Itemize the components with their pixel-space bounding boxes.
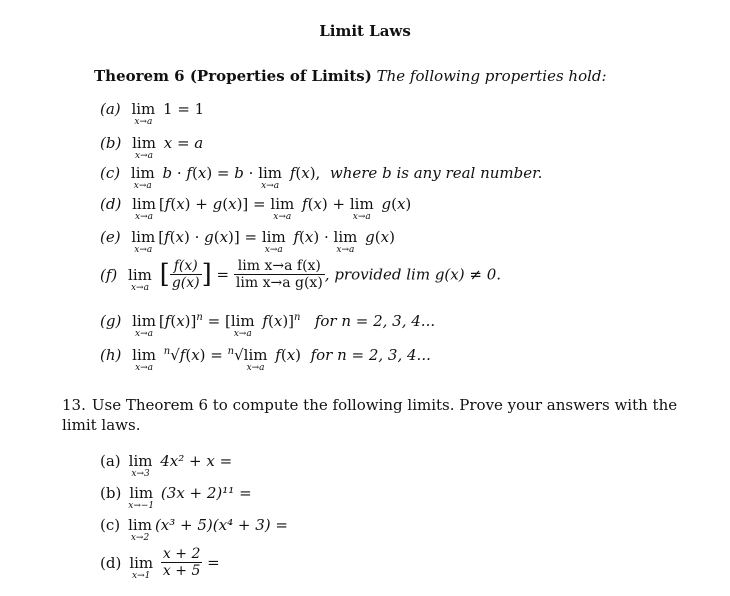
lim-subscript: x→a (133, 181, 152, 191)
limit-ratio-fraction (234, 258, 325, 291)
property-label: (f) (100, 265, 118, 284)
lim-operator (128, 516, 152, 543)
property-label: (c) (100, 164, 121, 182)
fraction-denominator: g(x) (171, 275, 200, 291)
lim-subscript: x→a (134, 245, 153, 255)
lim-word: lim (128, 516, 152, 534)
lim-operator: lim x→a (132, 134, 156, 161)
page-title: Limit Laws (319, 22, 411, 40)
problem-label: (d) (100, 553, 122, 572)
lim-operator: lim x→a (131, 228, 156, 255)
lim-word: lim (128, 452, 153, 470)
property-g: (g) lim x→a $[f(x)]^n = [\lim$ x→a f(x)]$^n$ for n = 2, 3, 4... (100, 312, 436, 339)
property-label: (d) (100, 195, 122, 213)
lim-subscript: x→2 (130, 533, 150, 543)
problem-b (100, 484, 252, 511)
exercise-text: Use Theorem 6 to compute the following limits. Prove your answers with the limit laws. (62, 396, 678, 434)
property-tail: for n = 2, 3, 4... (314, 312, 436, 330)
property-label: (h) (100, 346, 122, 364)
theorem-heading-line (94, 67, 607, 85)
lim-operator (129, 553, 154, 581)
lim-subscript: x→a (135, 151, 153, 161)
property-h: (h) lim x→a $^n$√f(x) = $^n$√lim x→a f(x) for n = 2, 3, 4... (100, 346, 431, 373)
lim-operator: lim x→a (130, 164, 155, 191)
lim-operator: lim x→a (258, 164, 283, 191)
lim-operator: lim x→a (131, 100, 156, 127)
fraction-numerator: lim x→a f(x) (234, 258, 325, 275)
lim-operator: lim x→a (132, 195, 156, 222)
property-tail: for n = 2, 3, 4... (310, 346, 431, 364)
lim-subscript: x→a (134, 117, 153, 127)
lim-subscript: x→−1 (128, 501, 155, 511)
problem-expr: 4x² + x = (160, 452, 233, 470)
problem-label: (c) (100, 516, 121, 534)
property-label: (b) (100, 134, 122, 152)
lim-word: lim (129, 553, 154, 572)
problem-fraction (161, 546, 202, 579)
exercise-13 (62, 395, 682, 435)
lim-subscript: x→a (135, 212, 153, 222)
theorem-heading: Theorem 6 (Properties of Limits) (94, 67, 372, 85)
property-b: (b) lim x→a x = a (100, 134, 204, 161)
property-tail: , provided lim g(x) ≠ 0. (324, 265, 502, 284)
fraction-numerator: f(x) (170, 258, 202, 275)
lim-subscript: x→a (130, 282, 149, 293)
property-d: (d) lim x→a [f(x) + g(x)] = lim x→a f(x) + lim x→a g(x) (100, 195, 412, 222)
lim-subscript: x→1 (132, 570, 151, 581)
problem-expr: (3x + 2)¹¹ = (160, 484, 252, 502)
property-c: (c) lim x→a b · f(x) = b · lim x→a f(x), where b is any real number. (100, 164, 543, 191)
property-label: (g) (100, 312, 122, 330)
theorem-intro: The following properties hold: (376, 67, 607, 85)
property-label: (e) (100, 228, 121, 246)
fraction-denominator: lim x→a g(x) (235, 275, 323, 291)
ratio-fraction (170, 258, 202, 291)
lim-operator (128, 484, 155, 511)
problem-expr: (x³ + 5)(x⁴ + 3) = (154, 516, 288, 534)
lim-word: lim (129, 484, 154, 502)
equals-sign: = (207, 553, 220, 572)
property-label: (a) (100, 100, 121, 118)
exercise-number: 13. (62, 396, 86, 414)
lim-subscript: x→a (135, 329, 153, 339)
property-a: (a) lim x→a 1 = 1 (100, 100, 205, 127)
lim-operator: lim x→a (128, 265, 152, 293)
fraction-denominator: x + 5 (162, 563, 201, 579)
problem-d (100, 546, 220, 579)
lim-subscript: x→3 (131, 469, 150, 479)
problem-label: (a) (100, 452, 121, 470)
property-f: (f) lim x→a [ $\frac{f(x)}{g(x)}$ ] = $\frac{\text{lim x→a f(x)}}{\text{lim x→a g(x)}}$ , provided lim g(x) ≠ 0. (100, 258, 502, 293)
property-tail: where b is any real number. (329, 164, 543, 182)
lim-operator: lim x→a (132, 312, 156, 339)
fraction-numerator: x + 2 (162, 546, 201, 562)
property-e: (e) lim x→a [f(x) · g(x)] = lim x→a f(x) · lim x→a g(x) (100, 228, 395, 255)
problem-label: (b) (100, 484, 122, 502)
lim-subscript: x→a (135, 363, 154, 373)
lim-operator (128, 452, 153, 479)
problem-a (100, 452, 233, 479)
lim-operator: lim x→a (132, 346, 156, 373)
problem-c (100, 516, 288, 543)
